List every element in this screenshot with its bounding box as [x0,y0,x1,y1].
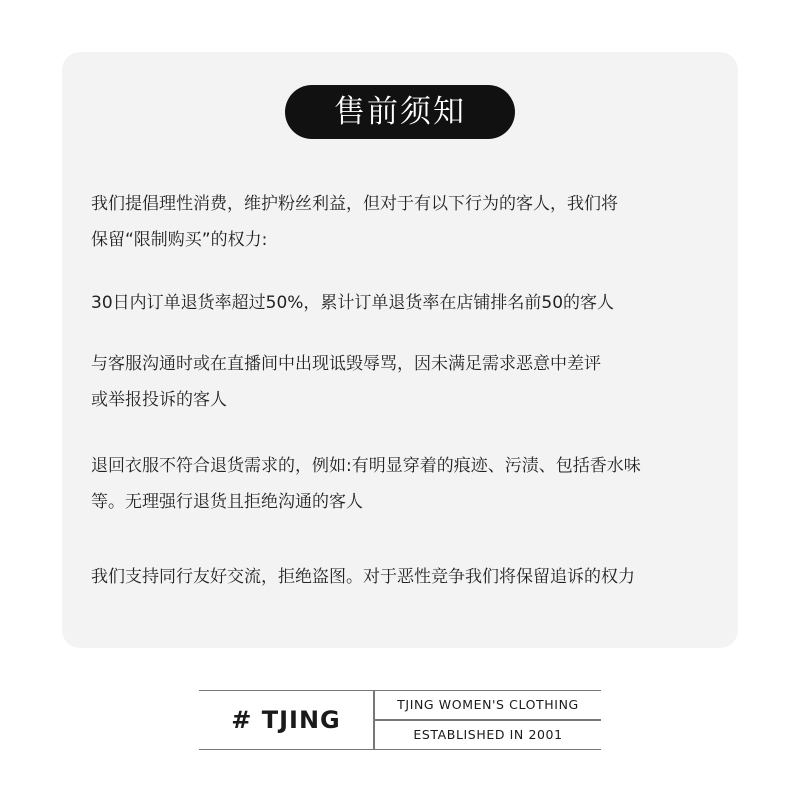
notice-paragraph-intro [91,186,731,258]
notice-paragraph-abuse [91,346,731,418]
paragraph-line: 我们提倡理性消费，维护粉丝利益，但对于有以下行为的客人，我们将 [91,194,618,214]
paragraph-line: 保留“限制购买”的权力: [91,230,268,250]
notice-paragraph-returns [91,448,731,520]
paragraph-line: 30日内订单退货率超过50%，累计订单退货率在店铺排名前50的客人 [91,293,615,313]
page-title: 售前须知 [285,85,515,139]
paragraph-line: 与客服沟通时或在直播间中出现诋毁辱骂，因未满足需求恶意中差评 [91,354,601,374]
notice-card [62,52,738,648]
paragraph-line: 等。无理强行退货且拒绝沟通的客人 [91,492,363,512]
brand-tagline: TJING WOMEN'S CLOTHING [397,697,579,712]
notice-paragraph-image-theft [91,559,731,595]
brand-footer [199,690,601,750]
brand-established: ESTABLISHED IN 2001 [413,727,563,742]
notice-paragraph-return-rate [91,285,731,321]
paragraph-line: 退回衣服不符合退货需求的，例如:有明显穿着的痕迹、污渍、包括香水味 [91,456,641,476]
brand-logo-text: # TJING [231,706,341,734]
paragraph-line: 或举报投诉的客人 [91,390,227,410]
paragraph-line: 我们支持同行友好交流，拒绝盗图。对于恶性竞争我们将保留追诉的权力 [91,567,635,587]
